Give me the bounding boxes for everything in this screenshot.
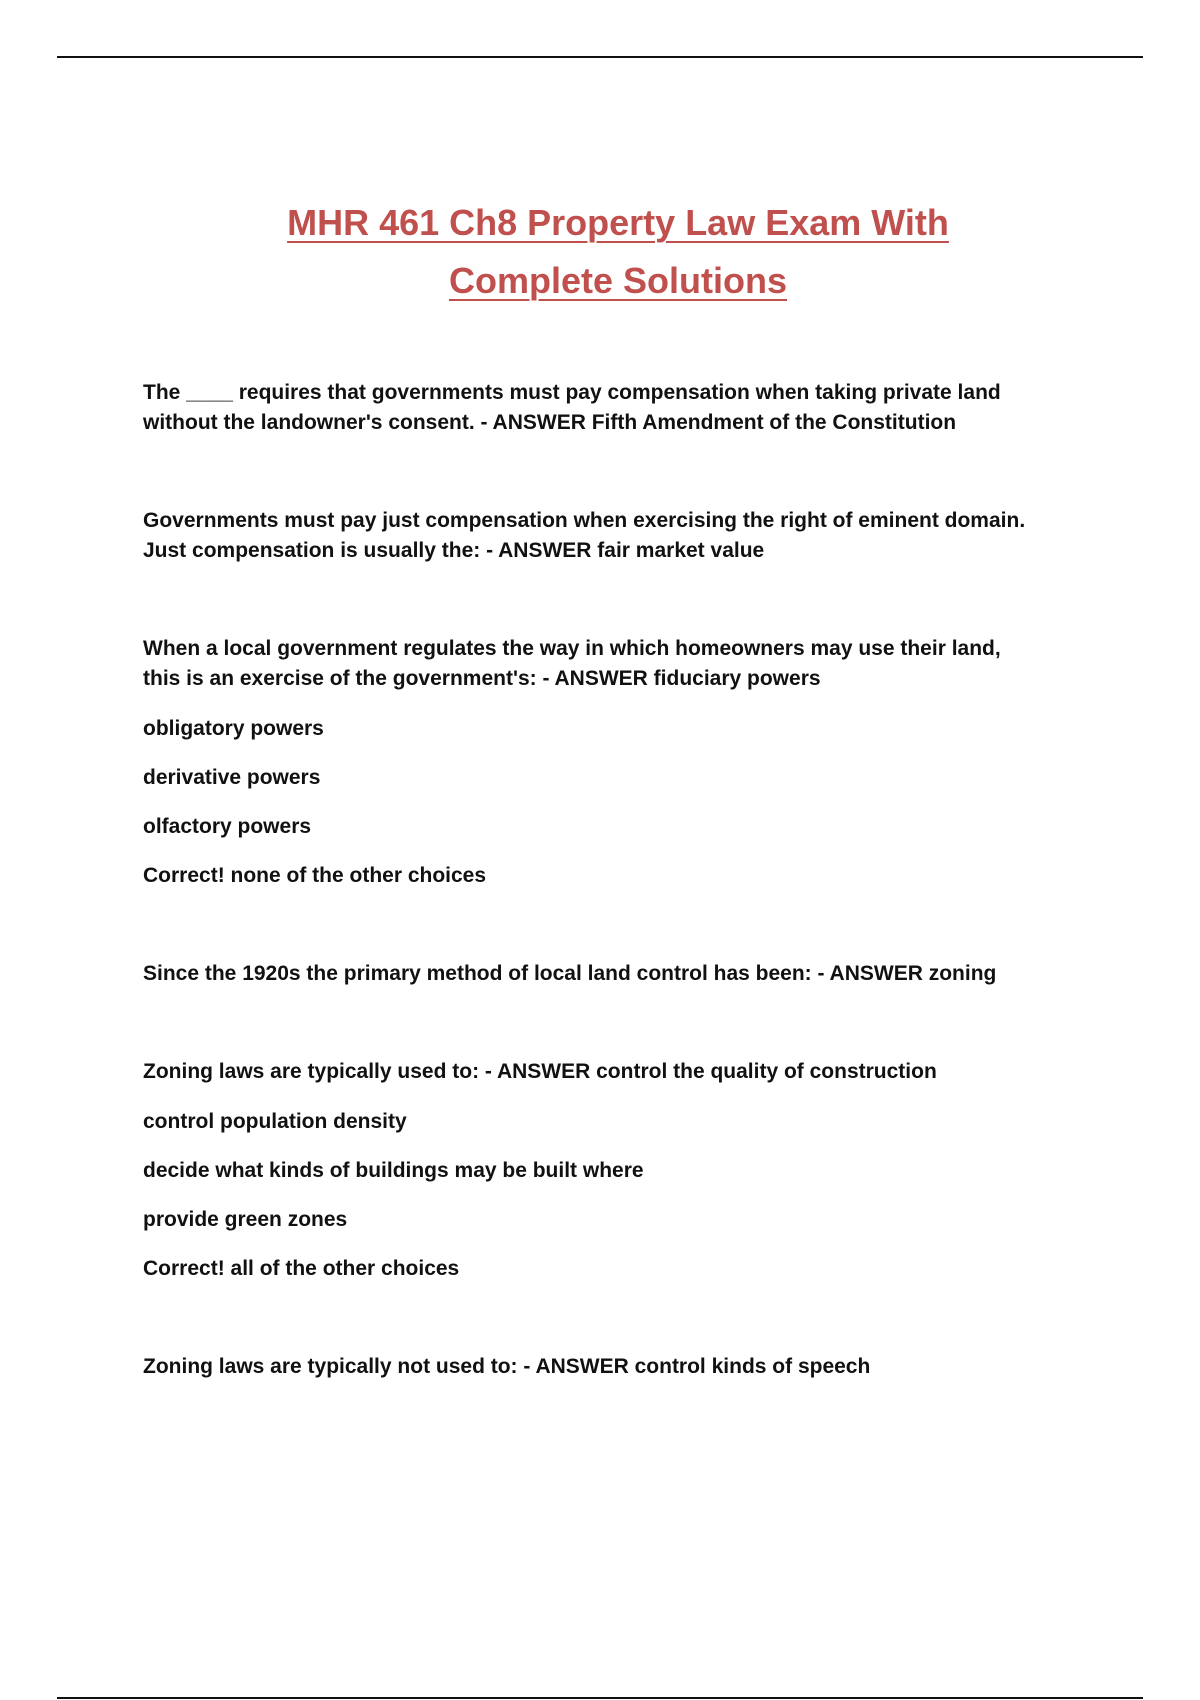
question-3-choice: olfactory powers (143, 815, 312, 838)
title-line-2: Complete Solutions (448, 260, 787, 301)
question-4-line-1: Since the 1920s the primary method of local land control has been: - ANSWER zoning (143, 962, 997, 985)
question-1-line-1: The ____ requires that governments must pay compensation when taking private land (143, 381, 1001, 404)
question-list (143, 378, 1093, 1382)
document-title (0, 194, 1200, 310)
question-5-choice: decide what kinds of buildings may be built where (143, 1159, 644, 1182)
question-2 (143, 506, 1093, 566)
question-3-choice: obligatory powers (143, 717, 324, 740)
question-4 (143, 959, 1093, 989)
question-5-choice: control population density (143, 1110, 407, 1133)
question-5 (143, 1057, 1093, 1087)
question-5-line-1: Zoning laws are typically used to: - ANSWER control the quality of construction (143, 1060, 937, 1083)
question-5-choice: provide green zones (143, 1208, 348, 1231)
question-3 (143, 634, 1093, 694)
top-rule (57, 56, 1143, 58)
question-2-line-2: Just compensation is usually the: - ANSWER fair market value (143, 539, 765, 562)
question-2-line-1: Governments must pay just compensation when exercising the right of eminent domain. (143, 509, 1026, 532)
question-3-line-1: When a local government regulates the way in which homeowners may use their land, (143, 637, 1001, 660)
question-5-choice: Correct! all of the other choices (143, 1257, 460, 1280)
question-3-choice: derivative powers (143, 766, 321, 789)
title-line-1: MHR 461 Ch8 Property Law Exam With (287, 202, 949, 243)
question-3-choice: Correct! none of the other choices (143, 864, 487, 887)
question-6-line-1: Zoning laws are typically not used to: - ANSWER control kinds of speech (143, 1355, 871, 1378)
question-3-line-2: this is an exercise of the government's: - ANSWER fiduciary powers (143, 667, 821, 690)
question-1-line-2: without the landowner's consent. - ANSWER Fifth Amendment of the Constitution (143, 411, 957, 434)
question-6 (143, 1352, 1093, 1382)
bottom-rule (57, 1697, 1143, 1699)
question-1 (143, 378, 1093, 438)
